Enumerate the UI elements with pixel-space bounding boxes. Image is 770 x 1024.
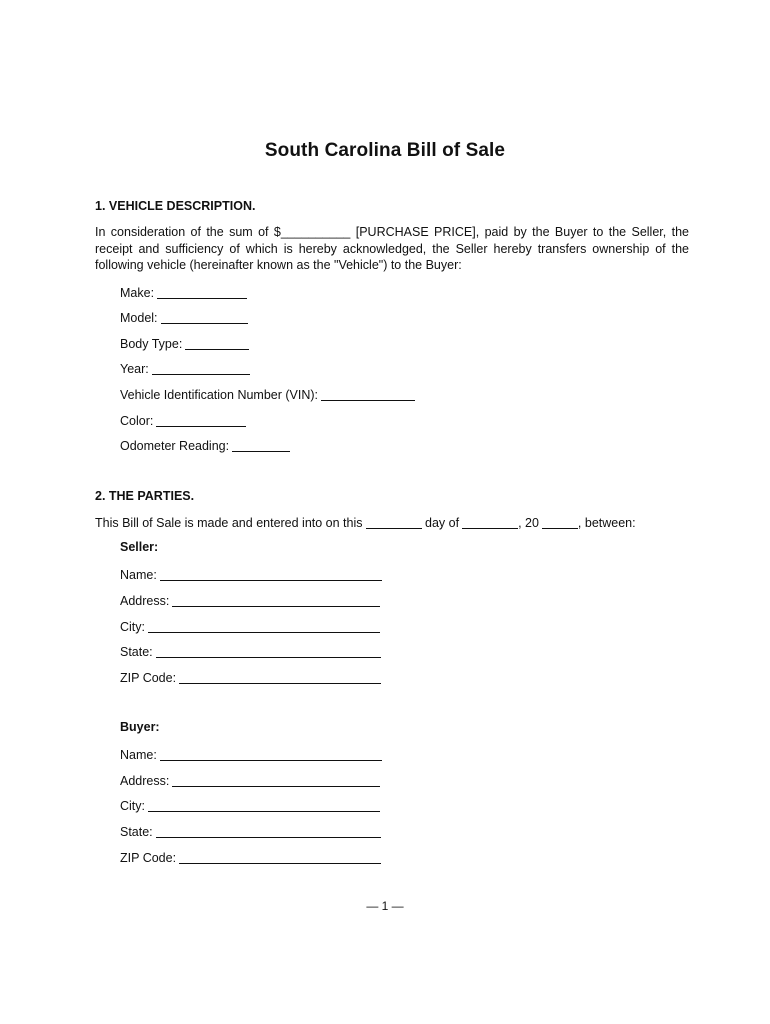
seller-zip-field (120, 669, 381, 685)
year-suffix-blank[interactable] (542, 516, 578, 529)
field-label: Address: (120, 594, 170, 608)
model-blank[interactable] (161, 311, 248, 324)
buyer-state-field (120, 823, 381, 839)
day-blank[interactable] (366, 516, 422, 529)
field-label: ZIP Code: (120, 671, 177, 685)
buyer-zip-field (120, 849, 381, 865)
seller-label: Seller: (120, 540, 159, 554)
page-number: — 1 — (366, 899, 404, 913)
buyer-address-field (120, 772, 380, 788)
field-label: Color: (120, 414, 154, 428)
seller-name-blank[interactable] (160, 568, 382, 581)
field-label: Make: (120, 286, 155, 300)
buyer-name-field (120, 746, 382, 762)
seller-zip-blank[interactable] (179, 671, 381, 684)
body-type-blank[interactable] (185, 337, 249, 350)
year-field (120, 360, 250, 376)
buyer-label: Buyer: (120, 720, 160, 734)
field-label: City: (120, 799, 145, 813)
make-field (120, 284, 247, 300)
field-label: Name: (120, 568, 157, 582)
buyer-zip-blank[interactable] (179, 851, 381, 864)
seller-city-field (120, 618, 380, 634)
model-field (120, 309, 248, 325)
field-label: Odometer Reading: (120, 439, 230, 453)
buyer-name-blank[interactable] (160, 748, 382, 761)
agreement-date-line (95, 514, 636, 530)
field-label: City: (120, 620, 145, 634)
buyer-state-blank[interactable] (156, 825, 381, 838)
field-label: Year: (120, 362, 149, 376)
vin-field (120, 386, 415, 402)
field-label: Vehicle Identification Number (VIN): (120, 388, 319, 402)
color-field (120, 412, 246, 428)
buyer-city-blank[interactable] (148, 799, 380, 812)
seller-state-field (120, 643, 381, 659)
between-text: , between: (577, 516, 636, 530)
field-label: State: (120, 825, 153, 839)
field-label: State: (120, 645, 153, 659)
field-label: Address: (120, 774, 170, 788)
seller-state-blank[interactable] (156, 645, 381, 658)
field-label: Model: (120, 311, 158, 325)
seller-address-field (120, 592, 380, 608)
page-title: South Carolina Bill of Sale (264, 140, 506, 161)
seller-address-blank[interactable] (172, 594, 380, 607)
section-vehicle-description-heading: 1. VEHICLE DESCRIPTION. (95, 199, 256, 213)
make-blank[interactable] (157, 286, 247, 299)
buyer-city-field (120, 797, 380, 813)
day-of-text: day of (425, 516, 460, 530)
field-label: Name: (120, 748, 157, 762)
buyer-address-blank[interactable] (172, 774, 380, 787)
field-label: ZIP Code: (120, 851, 177, 865)
purchase-price-paragraph: In consideration of the sum of $__________ [PURCHASE PRICE], paid by the Buyer to the Seller, the receipt and sufficiency of which is hereby acknowledged, the Seller hereby transfers ownership of the following vehicle (hereinafter known as the "Vehicle") to the Buyer: (95, 225, 689, 272)
seller-city-blank[interactable] (148, 620, 380, 633)
field-label: Body Type: (120, 337, 183, 351)
odometer-blank[interactable] (232, 439, 290, 452)
vin-blank[interactable] (321, 388, 415, 401)
date-intro-text: This Bill of Sale is made and entered into on this (95, 516, 363, 530)
seller-name-field (120, 566, 382, 582)
year-prefix-text: , 20 (518, 516, 539, 530)
month-blank[interactable] (462, 516, 518, 529)
year-blank[interactable] (152, 362, 250, 375)
body-type-field (120, 335, 249, 351)
color-blank[interactable] (156, 414, 246, 427)
section-parties-heading: 2. THE PARTIES. (95, 489, 195, 503)
odometer-field (120, 437, 290, 453)
